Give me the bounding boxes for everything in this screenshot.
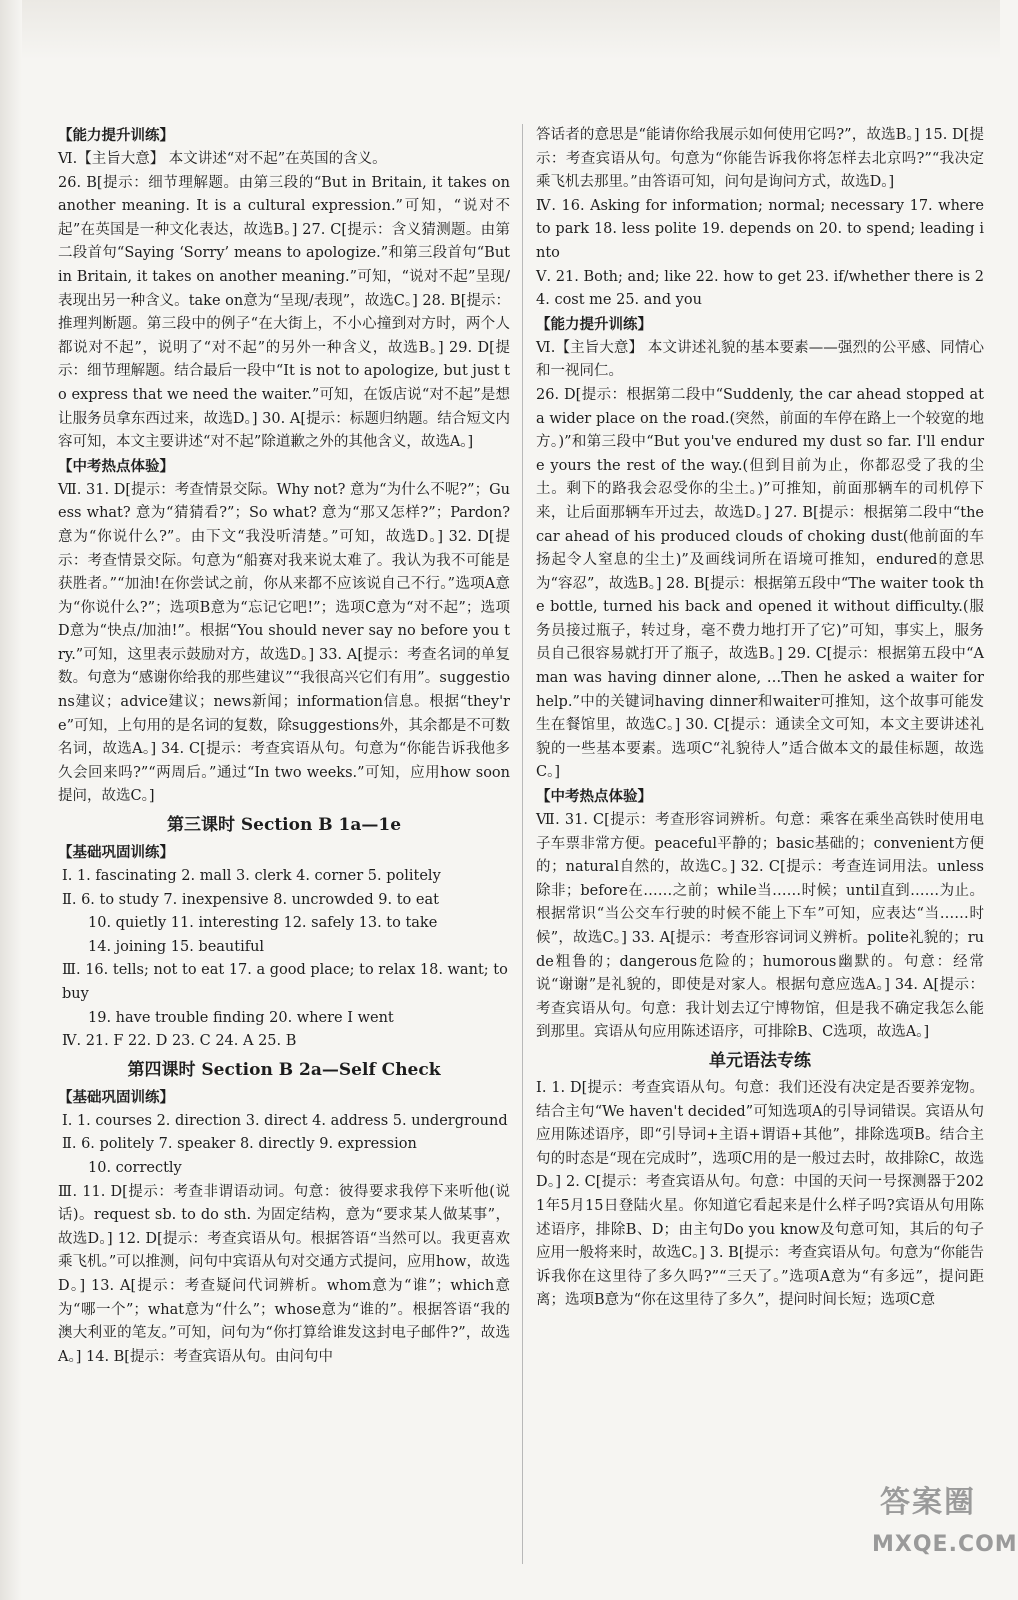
- section-header: 【基础巩固训练】: [58, 1089, 174, 1106]
- answer-row: Ⅱ. 6. to study 7. inexpensive 8. uncrowded 9. to eat: [62, 891, 439, 908]
- answer-row: Ⅰ. 1. fascinating 2. mall 3. clerk 4. corner 5. politely: [62, 868, 441, 885]
- answer-paragraph: Ⅴ. 21. Both; and; like 22. how to get 23. if/whether there is 24. cost me 25. and you: [536, 268, 984, 309]
- watermark-logo-text: 答案圈: [880, 1485, 976, 1520]
- watermark-url: MXQE.COM: [872, 1532, 1018, 1557]
- answer-paragraph: Ⅵ.【主旨大意】 本文讲述礼貌的基本要素——强烈的公平感、同情心和一视同仁。: [536, 339, 984, 380]
- column-divider: [522, 124, 523, 1564]
- answer-paragraph: Ⅵ.【主旨大意】 本文讲述“对不起”在英国的含义。: [58, 151, 387, 167]
- answer-paragraph: Ⅰ. 1. D[提示：考查宾语从句。句意：我们还没有决定是否要养宠物。结合主句“We haven't decided”可知选项A的引导词错误。宾语从句应用陈述语序，即“引导词+主语+谓语+其他”，排除选项B。结合主句的时态是“现在完成时”，选项C用的是一般过去时，故排除C，故选D。] 2. C[提示：考查宾语从句。句意：中国的天问一号探测器于2021年5月15日登陆火星。你知道它看起来是什么样子吗?宾语从句用陈述语序，排除B、D；由主句Do you know及句意可知，其后的句子应用一般将来时，故选C。] 3. B[提示：考查宾语从句。句意为“你能告诉我你在这里待了多久吗?”“三天了。”选项A意为“有多远”，提问距离；选项B意为“你在这里待了多久”，提问时间长短；选项C意: [536, 1079, 984, 1309]
- answer-row: 19. have trouble finding 20. where I went: [88, 1009, 394, 1026]
- site-watermark: [872, 1476, 1018, 1582]
- section-header: 【中考热点体验】: [58, 458, 174, 475]
- answer-paragraph: Ⅶ. 31. D[提示：考查情景交际。Why not? 意为“为什么不呢?”；Guess what? 意为“猜猜看?”；So what? 意为“那又怎样?”；Pardon? 意为“你说什么?”。由下文“我没听清楚。”可知，故选D。] 32. D[提示：考查情景交际。句意为“船赛对我来说太难了。我认为我不可能是获胜者。”“加油!在你尝试之前，你从来都不应该说自己不行。”选项A意为“你说什么?”；选项B意为“忘记它吧!”；选项C意为“对不起”；选项D意为“快点/加油!”。根据“You should never say no before you try.”可知，这里表示鼓励对方，故选D。] 33. A[提示：考查名词的单复数。句意为“感谢你给我的那些建议”“我很高兴它们有用”。suggestions建议；advice建议；news新闻；information信息。根据“they're”可知，上句用的是名词的复数，除suggestions外，其余都是不可数名词，故选A。] 34. C[提示：考查宾语从句。句意为“你能告诉我他多久会回来吗?”“两周后。”通过“In two weeks.”可知，应用how soon提问，故选C。]: [58, 481, 510, 805]
- section-header: 【中考热点体验】: [536, 789, 652, 806]
- left-column: [58, 124, 510, 1369]
- answer-paragraph: Ⅶ. 31. C[提示：考查形容词辨析。句意：乘客在乘坐高铁时使用电子车票非常方便。peaceful平静的；basic基础的；convenient方便的；natural自然的，故选C。] 32. C[提示：考查连词用法。unless除非；before在……之前；while当……时候；until直到……为止。根据常识“当公交车行驶的时候不能上下车”可知，应表达“当……时候”，故选C。] 33. A[提示：考查形容词词义辨析。polite礼貌的；rude粗鲁的；dangerous危险的；humorous幽默的。句意：经常说“谢谢”是礼貌的，即使是对家人。根据句意应选A。] 34. A[提示：考查宾语从句。句意：我计划去辽宁博物馆，但是我不确定我怎么能到那里。宾语从句应用陈述语序，可排除B、C选项，故选A。]: [536, 812, 984, 1041]
- lesson-title: 第三课时 Section B 1a—1e: [166, 815, 402, 836]
- answer-row: Ⅰ. 1. courses 2. direction 3. direct 4. address 5. underground: [62, 1112, 508, 1129]
- answer-paragraph: 26. D[提示：根据第二段中“Suddenly, the car ahead stopped at a wider place on the road.(突然，前面的车停在路上一个较宽的地方。)”和第三段中“But you've endured my dust so far. I'll endure yours the rest of the way.(但到目前为止，你都忍受了我的尘土。剩下的路我会忍受你的尘土。)”可推知，前面那辆车的司机停下来，让后面那辆车开过去，故选D。] 27. B[提示：根据第二段中“the car ahead of his produced clouds of choking dust(他前面的车扬起令人窒息的尘土)”及画线词所在语境可推知，endured的意思为“容忍”，故选B。] 28. B[提示：根据第五段中“The waiter took the bottle, turned his back and opened it without difficulty.(服务员接过瓶子，转过身，毫不费力地打开了它)”可知，事实上，服务员自己很容易就打开了瓶子，故选B。] 29. C[提示：根据第五段中“A man was having dinner alone, …Then he asked a waiter for help.”中的关键词having dinner和waiter可推知，这个故事可能发生在餐馆里，故选C。] 30. C[提示：通读全文可知，本文主要讲述礼貌的一些基本要素。选项C“礼貌待人”适合做本文的最佳标题，故选C。]: [536, 386, 984, 781]
- answer-row: 14. joining 15. beautiful: [88, 938, 265, 955]
- unit-grammar-title: 单元语法专练: [709, 1050, 811, 1071]
- right-column: [536, 124, 984, 1313]
- answer-paragraph: 26. B[提示：细节理解题。由第三段的“But in Britain, it takes on another meaning. It is a cultural expression.”可知，“说对不起”在英国是一种文化表达，故选B。] 27. C[提示：含义猜测题。由第二段首句“Saying ‘Sorry’ means to apologize.”和第三段首句“But in Britain, it takes on another meaning.”可知，“说对不起”呈现/表现出另一种含义。take on意为“呈现/表现”，故选C。] 28. B[提示：推理判断题。第三段中的例子“在大街上，不小心撞到对方时，两个人都说对不起”，说明了“对不起”的另外一种含义，故选B。] 29. D[提示：细节理解题。结合最后一段中“It is not to apologize, but just to express that we need the waiter.”可知，在饭店说“对不起”是想让服务员拿东西过来，故选D。] 30. A[提示：标题归纳题。结合短文内容可知，本文主要讲述“对不起”除道歉之外的其他含义，故选A。]: [58, 174, 510, 451]
- answer-row: Ⅳ. 21. F 22. D 23. C 24. A 25. B: [62, 1033, 297, 1050]
- section-header: 【基础巩固训练】: [58, 845, 174, 862]
- answer-paragraph: Ⅳ. 16. Asking for information; normal; necessary 17. where to park 18. less polite 19. depends on 20. to spend; leading into: [536, 197, 984, 261]
- lesson-title: 第四课时 Section B 2a—Self Check: [127, 1059, 441, 1080]
- answer-paragraph: Ⅲ. 11. D[提示：考查非谓语动词。句意：彼得要求我停下来听他(说话)。request sb. to do sth. 为固定结构，意为“要求某人做某事”，故选D。] 12. D[提示：考查宾语从句。根据答语“当然可以。我更喜欢乘飞机。”可以推测，问句中宾语从句对交通方式提问，应用how，故选D。] 13. A[提示：考查疑问代词辨析。whom意为“谁”；which意为“哪一个”；what意为“什么”；whose意为“谁的”。根据答语“我的澳大利亚的笔友。”可知，问句为“你打算给谁发这封电子邮件?”，故选A。] 14. B[提示：考查宾语从句。由问句中: [58, 1183, 510, 1365]
- answer-row: Ⅱ. 6. politely 7. speaker 8. directly 9. expression: [62, 1136, 417, 1153]
- answer-paragraph: 答话者的意思是“能请你给我展示如何使用它吗?”，故选B。] 15. D[提示：考查宾语从句。句意为“你能告诉我你将怎样去北京吗?”“我决定乘飞机去那里。”由答语可知，问句是询问方式，故选D。]: [536, 127, 984, 191]
- answer-row: 10. quietly 11. interesting 12. safely 13. to take: [88, 915, 438, 932]
- top-shadow: [0, 0, 1000, 60]
- answer-row: Ⅲ. 16. tells; not to eat 17. a good place; to relax 18. want; to buy: [62, 962, 508, 1002]
- section-header: 【能力提升训练】: [58, 128, 174, 144]
- binding-edge: [0, 0, 22, 1600]
- section-header: 【能力提升训练】: [536, 316, 652, 333]
- answer-row: 10. correctly: [88, 1159, 182, 1176]
